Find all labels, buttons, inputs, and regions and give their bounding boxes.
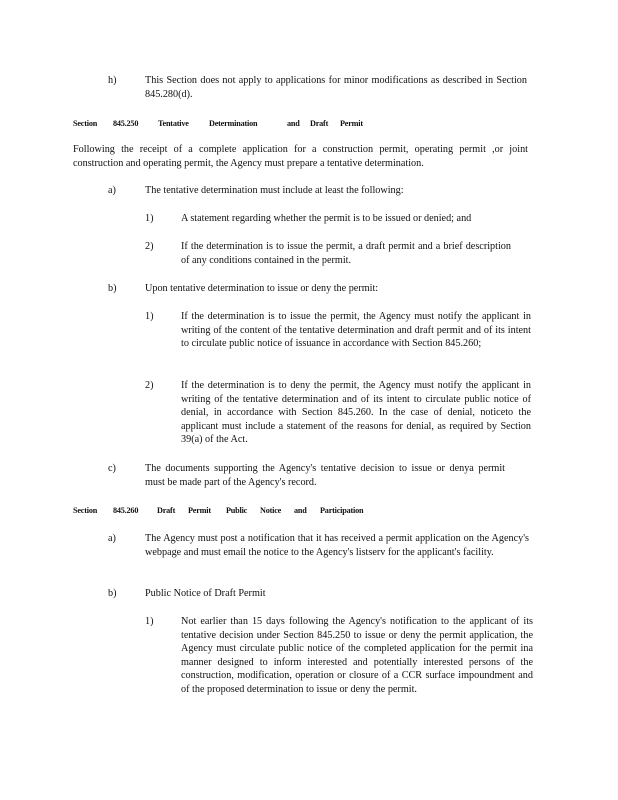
heading-word: Notice [260,506,282,515]
item-label-b: b) [108,588,117,599]
heading-word: Section [73,119,98,128]
heading-word: Tentative [158,119,189,128]
subitem-label: 1) [145,311,154,322]
item-text-c: The documents supporting the Agency's tentative decision to issue or denya permit must be made part of the Agency's record. [145,463,505,488]
subitem-label: 1) [145,616,154,627]
subitem-label: 2) [145,241,154,252]
subitem-label: 1) [145,213,154,224]
item-label-b: b) [108,283,117,294]
subitem-text: Not earlier than 15 days following the Agency's notification to the applicant of its tentative decision under Section 845.250 to issue or deny the permit application, the Agency must circulate public notice of the completed application for the permit ina manner designed to inform interested and potentially interested persons of the construction, modification, operation or closure of a CCR surface impoundment and of the proposed determination to issue or deny the permit. [181,616,533,695]
item-text-h: This Section does not apply to applications for minor modifications as described in Section 845.280(d). [145,75,527,100]
heading-word: Determination [209,119,258,128]
item-label-c: c) [108,463,116,474]
heading-word: Draft [157,506,176,515]
heading-word: Section [73,506,98,515]
subitem-text: If the determination is to issue the permit, a draft permit and a brief description of any conditions contained in the permit. [181,241,511,266]
heading-word: Permit [188,506,211,515]
section-250-intro: Following the receipt of a complete application for a construction permit, operating permit ,or joint construction and operating permit, the Agency must prepare a tentative determination. [73,144,528,169]
subitem-label: 2) [145,380,154,391]
section-heading-845-250 [73,119,363,128]
heading-word: and [294,506,307,515]
heading-word: Public [226,506,248,515]
heading-word: 845.250 [113,119,139,128]
item-text-a: The Agency must post a notification that it has received a permit application on the Agency's webpage and must email the notice to the Agency's listserv for the applicant's facility. [145,533,529,558]
item-label-h: h) [108,75,117,86]
item-text-a: The tentative determination must include at least the following: [145,185,404,196]
subitem-text: A statement regarding whether the permit is to be issued or denied; and [181,213,472,224]
item-text-b: Public Notice of Draft Permit [145,588,266,599]
heading-word: and [287,119,300,128]
heading-word: Draft [310,119,329,128]
subitem-text: If the determination is to deny the permit, the Agency must notify the applicant in writing of the tentative determination and of its intent to circulate public notice of denial, in accordance with Section 845.260. In the case of denial, noticeto the applicant must include a statement of the reasons for denial, as required by Section 39(a) of the Act. [181,380,531,446]
item-label-a: a) [108,533,116,544]
heading-word: 845.260 [113,506,139,515]
heading-word: Participation [320,506,364,515]
heading-word: Permit [340,119,363,128]
item-text-b: Upon tentative determination to issue or deny the permit: [145,283,379,294]
subitem-text: If the determination is to issue the permit, the Agency must notify the applicant in writing of the content of the tentative determination and draft permit and of its intent to circulate public notice of issuance in accordance with Section 845.260; [181,311,531,350]
section-heading-845-260 [73,506,363,515]
item-label-a: a) [108,185,116,196]
